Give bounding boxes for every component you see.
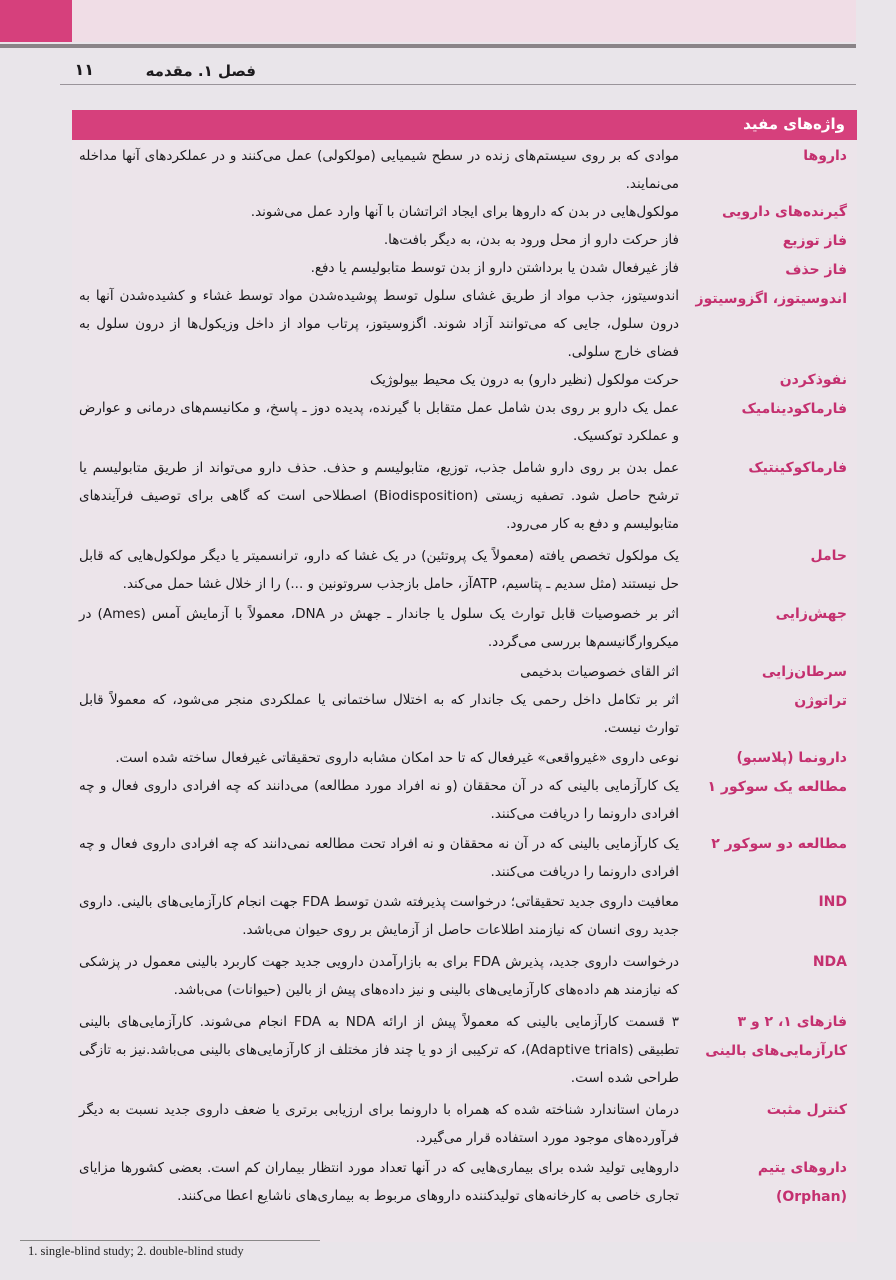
term: فاز حذف xyxy=(785,262,847,278)
definition-text: مولکول‌هایی در بدن که داروها برای ایجاد اثراتشان با آنها وارد عمل می‌شوند. xyxy=(250,204,679,220)
term: مطالعه دو سوکور ۲ xyxy=(711,836,847,852)
entry-terms xyxy=(687,1154,847,1212)
page-corner-tab xyxy=(0,0,72,42)
term: جهش‌زایی xyxy=(775,606,847,622)
entry-terms xyxy=(687,744,847,802)
entry-terms xyxy=(687,454,847,483)
entry-definition xyxy=(79,1096,679,1152)
entry-terms xyxy=(687,366,847,424)
definition-text: یک کارآزمایی بالینی که در آن محققان (و نه افراد مورد مطالعه) می‌دانند که چه افرادی داروی فعال و چه افرادی دارونما را دریافت می‌کنند. xyxy=(79,778,679,822)
entry-terms xyxy=(687,542,847,571)
entry-definition xyxy=(79,542,679,598)
top-rule xyxy=(0,44,856,48)
definition-text: عمل یک دارو بر روی بدن شامل عمل متقابل با گیرنده، پدیده دوز ـ پاسخ، و مکانیسم‌های درمانی و عوارض و عملکرد توکسیک. xyxy=(79,400,679,444)
definition-text: حرکت مولکول (نظیر دارو) به درون یک محیط بیولوژیک xyxy=(370,372,679,388)
term: اندوسیتوز، اگزوسیتوز xyxy=(695,291,847,307)
term: حامل xyxy=(810,548,847,564)
definition-text: عمل بدن بر روی دارو شامل جذب، توزیع، متابولیسم و حذف. حذف دارو می‌تواند از طریق متابولیسم یا ترشح حاصل شود. تصفیه زیستی (Biodisposition) اصطلاحی است که گاهی برای توصیف فرآیندهای متابولیسم و دفع به کار می‌رود. xyxy=(79,460,679,532)
entry-terms xyxy=(687,142,847,171)
entry-terms xyxy=(687,830,847,859)
term: داروها xyxy=(803,148,847,164)
term: کارآزمایی‌های بالینی xyxy=(705,1043,847,1059)
term: فارماکوکینتیک xyxy=(748,460,847,476)
glossary-title: واژه‌های مفید xyxy=(743,115,845,133)
definition-text: داروهایی تولید شده برای بیماری‌هایی که در آنها تعداد مورد انتظار بیماران کم است. بعضی کشورها مزایای تجاری خاصی به کارخانه‌های تولیدکننده داروهای مربوط به بیماری‌های ناشایع اعطا می‌کنند. xyxy=(79,1160,679,1204)
term: دارونما (پلاسبو) xyxy=(736,750,847,766)
term: کنترل مثبت xyxy=(766,1102,847,1118)
term: سرطان‌زایی xyxy=(761,664,847,680)
entry-definition xyxy=(79,1154,679,1210)
term: فارماکودینامیک xyxy=(741,401,847,417)
term: IND xyxy=(818,894,847,910)
chapter-title: فصل ۱. مقدمه xyxy=(145,62,256,80)
definition-text: یک مولکول تخصص یافته (معمولاً یک پروتئین) در یک غشا که دارو، ترانسمیتر یا دیگر مولکول‌هایی که قابل حل نیستند (مثل سدیم ـ پتاسیم، ATPآز، حامل بازجذب سروتونین و ...) را از خلال غشا حمل می‌کند. xyxy=(79,548,679,592)
term: گیرنده‌های دارویی xyxy=(721,204,847,220)
entry-terms xyxy=(687,198,847,314)
definition-text: درخواست داروی جدید، پذیرش FDA برای به بازارآمدن دارویی جدید جهت کاربرد بالینی معمول در پزشکی که نیازمند هم داده‌های کارآزمایی‌های بالینی و نیز داده‌های پیش از بالین (حیوانات) می‌باشد. xyxy=(79,954,679,998)
running-header xyxy=(60,56,856,86)
term: مطالعه یک سوکور ۱ xyxy=(707,779,847,795)
footnote-rule xyxy=(20,1240,320,1241)
term: NDA xyxy=(812,954,847,970)
entry-definition xyxy=(79,366,679,450)
entry-definition xyxy=(79,454,679,538)
definition-text: درمان استاندارد شناخته شده که همراه با دارونما برای ارزیابی برتری یا ضعف داروی جدید نسبت به دیگر فرآورده‌های موجود مورد استفاده قرار می‌گیرد. xyxy=(79,1102,679,1146)
definition-text: فاز حرکت دارو از محل ورود به بدن، به دیگر بافت‌ها. xyxy=(383,232,679,248)
term: تراتوژن xyxy=(794,693,847,709)
glossary-heading xyxy=(72,110,857,140)
term: (Orphan) xyxy=(775,1189,847,1205)
definition-text: معافیت داروی جدید تحقیقاتی؛ درخواست پذیرفته شدن توسط FDA جهت انجام کارآزمایی‌های بالینی. داروی جدید روی انسان که نیازمند اطلاعات حاصل از آزمایش بر روی حیوان می‌باشد. xyxy=(79,894,679,938)
page-number: ۱۱ xyxy=(74,60,94,79)
entry-terms xyxy=(687,1008,847,1066)
definition-text: یک کارآزمایی بالینی که در آن نه محققان و نه افراد تحت مطالعه نمی‌دانند که چه افرادی داروی فعال و چه افرادی دارونما را دریافت می‌کنند. xyxy=(79,836,679,880)
entry-definition xyxy=(79,658,679,742)
entry-terms xyxy=(687,600,847,629)
definition-text: فاز غیرفعال شدن یا برداشتن دارو از بدن توسط متابولیسم یا دفع. xyxy=(310,260,679,276)
definition-text: اثر بر خصوصیات قابل توارث یک سلول یا جاندار ـ جهش در DNA، معمولاً با آزمایش آمس (Ames) در میکروارگانیسم‌ها بررسی می‌گردد. xyxy=(79,606,679,650)
term: داروهای یتیم xyxy=(757,1160,847,1176)
entry-definition xyxy=(79,600,679,656)
page-top-band xyxy=(72,0,856,42)
term: فازهای ۱، ۲ و ۳ xyxy=(737,1014,847,1030)
term: نفوذکردن xyxy=(779,372,847,388)
entry-definition xyxy=(79,1008,679,1092)
footnote: 1. single-blind study; 2. double-blind study xyxy=(28,1244,244,1258)
definition-text: اندوسیتوز، جذب مواد از طریق غشای سلول توسط پوشیده‌شدن مواد توسط غشاء و کشیده‌شدن آنها به درون سلول، جایی که می‌توانند آزاد شوند. اگزوسیتوز، پرتاب مواد از داخل وزیکول‌ها از درون سلول به فضای خارج سلولی. xyxy=(79,288,679,360)
definition-text: اثر بر تکامل داخل رحمی یک جاندار که به اختلال ساختمانی یا عملکردی منجر می‌شود، که معمولاً قابل توارث نیست. xyxy=(79,692,679,736)
definition-text: ۳ قسمت کارآزمایی بالینی که معمولاً پیش از ارائه NDA به FDA انجام می‌شوند. کارآزمایی‌های بالینی تطبیقی (Adaptive trials)، که ترکیبی از دو یا چند فاز مختلف از کارآزمایی‌های بالینی می‌باشد.نیز به تازگی طراحی شده است. xyxy=(79,1014,680,1086)
entry-definition xyxy=(79,142,679,198)
entry-terms xyxy=(687,658,847,716)
entry-terms xyxy=(687,948,847,977)
entry-definition xyxy=(79,198,679,366)
term: فاز توزیع xyxy=(782,233,847,249)
definition-text: نوعی داروی «غیرواقعی» غیرفعال که تا حد امکان مشابه داروی تحقیقاتی غیرفعال ساخته شده است. xyxy=(115,750,679,766)
entry-terms xyxy=(687,1096,847,1125)
entry-definition xyxy=(79,948,679,1004)
entry-definition xyxy=(79,888,679,944)
entry-terms xyxy=(687,888,847,917)
definition-text: موادی که بر روی سیستم‌های زنده در سطح شیمیایی (مولکولی) عمل می‌کنند و در عملکردهای آنها مداخله می‌نمایند. xyxy=(79,148,679,192)
entry-definition xyxy=(79,830,679,886)
header-divider xyxy=(60,84,856,85)
entry-definition xyxy=(79,744,679,828)
definition-text: اثر القای خصوصیات بدخیمی xyxy=(520,664,679,680)
